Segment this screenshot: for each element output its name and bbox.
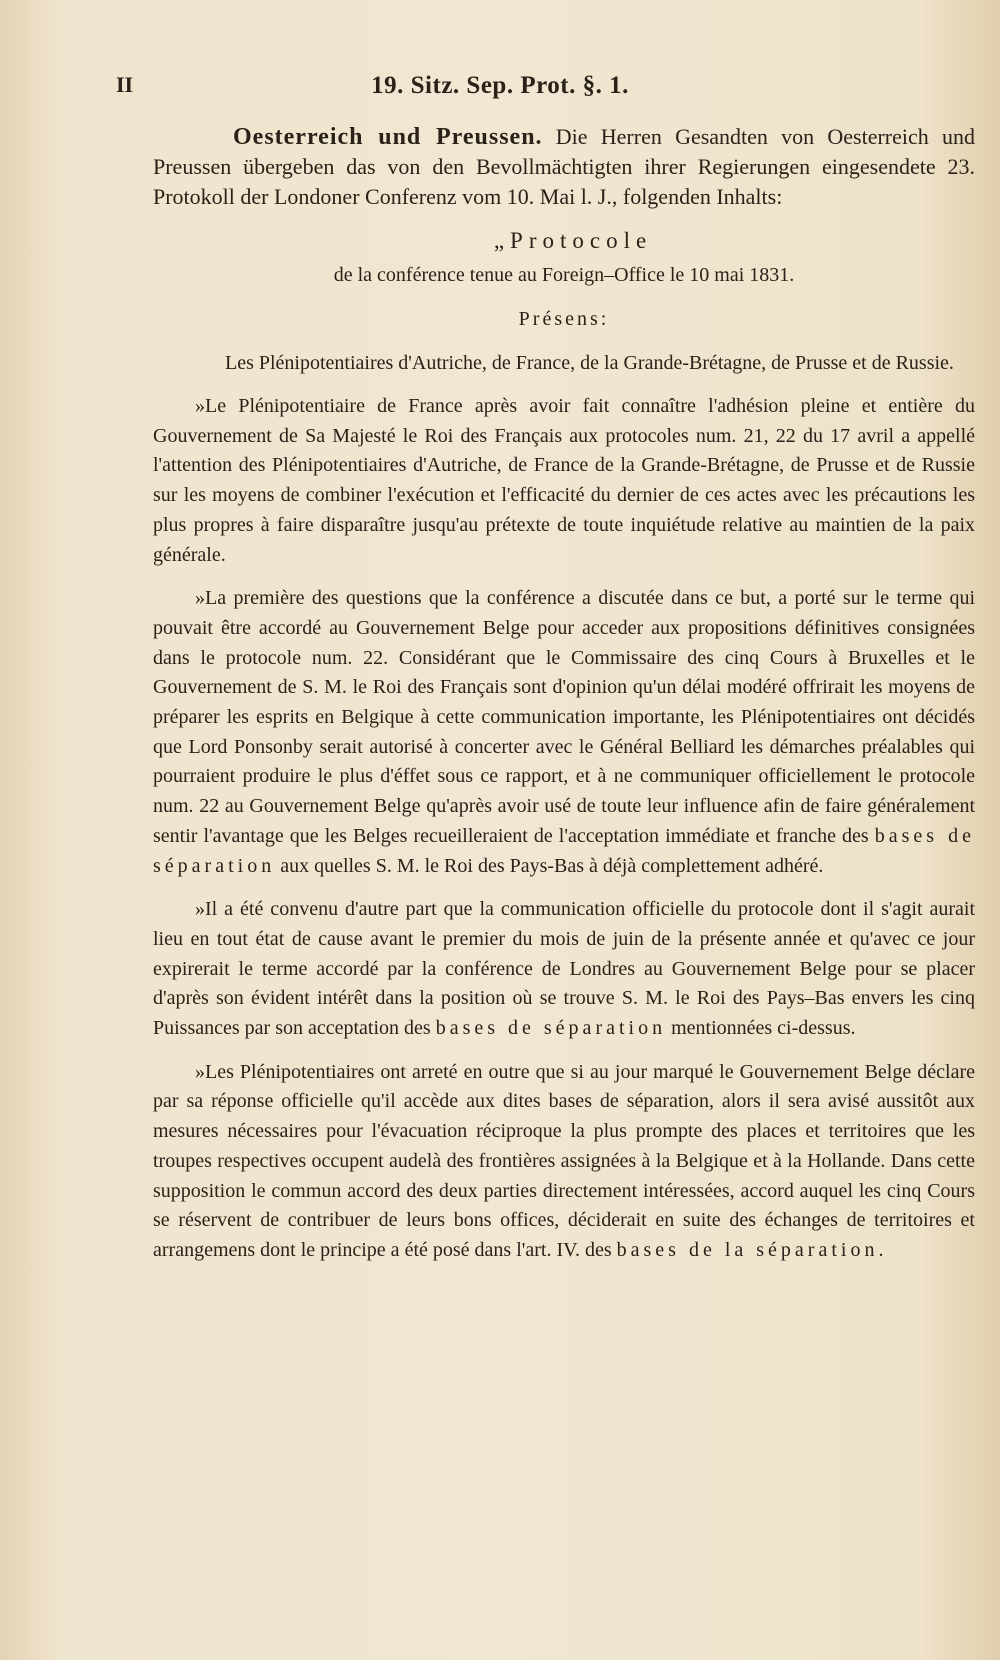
protocol-subtitle: de la conférence tenue au Foreign–Office le 10 mai 1831. [333,264,795,286]
presens-label: Présens: [518,308,610,330]
paragraph-1: »Le Plénipotentiaire de France après avoir fait connaître l'adhésion pleine et entière du Gouvernement de Sa Majesté le Roi des Français aux protocoles num. 21, 22 du 17 avril a appellé l'attention des Plénipotentiaires d'Autriche, de France de la Grande-Brétagne, de Prusse et de Russie sur les moyens de combiner l'exécution et l'efficacité du dernier de ces actes avec les précautions les plus propres à faire disparaître jusqu'au prétexte de toute inquiétude relative au maintien de la paix générale. [153,395,975,566]
section-heading: Oesterreich und Preussen. [233,124,543,150]
paragraph-3 [153,895,975,1044]
paragraph-2 [153,584,975,881]
protocol-title: „Protocole [493,228,653,253]
paragraph-4 [153,1058,975,1266]
spaced-term: bases de séparation [435,1017,667,1040]
paragraph-2-text: »La première des questions que la conférence a discutée dans ce but, a porté sur le terme qui pouvait être accordé au Gouvernement Belge pour acceder aux propositions définitives consignées dans le protocole num. 22. Considérant que le Commissaire des cinq Cours à Bruxelles et le Gouvernement de S. M. le Roi des Français sont d'opinion qu'un délai modéré offrirait les moyens de préparer les esprits en Belgique à cette communication importante, les Plénipotentiaires ont décidés que Lord Ponsonby serait autorisé à concerter avec le Général Belliard les démarches préalables qui pourraient produire le plus d'éffet sous ce rapport, et à ne communiquer officiellement le protocole num. 22 au Gouvernement Belge qu'après avoir usé de toute leur influence afin de faire généralement sentir l'avantage que les Belges recueilleraient de l'acceptation immédiate et franche des [153,587,975,847]
page-number: II [116,72,134,97]
running-head: 19. Sitz. Sep. Prot. §. 1. [371,72,629,99]
paragraph-4-text: »Les Plénipotentiaires ont arreté en outre que si au jour marqué le Gouvernement Belge déclare par sa réponse officielle qu'il accède aux dites bases de séparation, alors il sera avisé aussitôt aux mesures nécessaires pour l'évacuation réciproque la plus prompte des places et territoires que les troupes respectives occupent audelà des frontières assignées à la Belgique et à la Hollande. Dans cette supposition le commun accord des deux parties directement intéressées, accord auquel les cinq Cours se réservent de contribuer de leurs bons offices, déciderait en suite des échanges de territoires et arrangemens dont le principe a été posé dans l'art. IV. des [153,1060,975,1261]
spaced-term: bases de séparation [153,824,976,877]
paragraph-3-end: mentionnées ci-dessus. [666,1017,856,1040]
paragraph-2-end: aux quelles S. M. le Roi des Pays-Bas à déjà complettement adhéré. [275,854,824,877]
intro-paragraph [153,122,975,212]
page-header [0,72,1000,112]
spaced-term: bases de la séparation. [616,1238,888,1261]
attendees-list: Les Plénipotentiaires d'Autriche, de France, de la Grande-Brétagne, de Prusse et de Russie. [225,352,954,374]
paragraph-3-text: »Il a été convenu d'autre part que la communication officielle du protocole dont il s'agit aurait lieu en tout état de cause avant le premier du mois de juin de la présente année et qu'avec ce jour expirerait le terme accordé par la conférence de Londres au Gouvernement Belge pour se placer d'après son évident intérêt dans la position où se trouve S. M. le Roi des Pays–Bas envers les cinq Puissances par son acceptation des [153,898,975,1040]
page-body [153,122,975,1266]
intro-text: Die Herren Gesandten von Oesterreich und Preussen übergeben das von den Bevollmächtigten ihrer Regierungen eingesendete 23. Protokoll der Londoner Conferenz vom 10. Mai l. J., folgenden Inhalts: [153,124,975,209]
